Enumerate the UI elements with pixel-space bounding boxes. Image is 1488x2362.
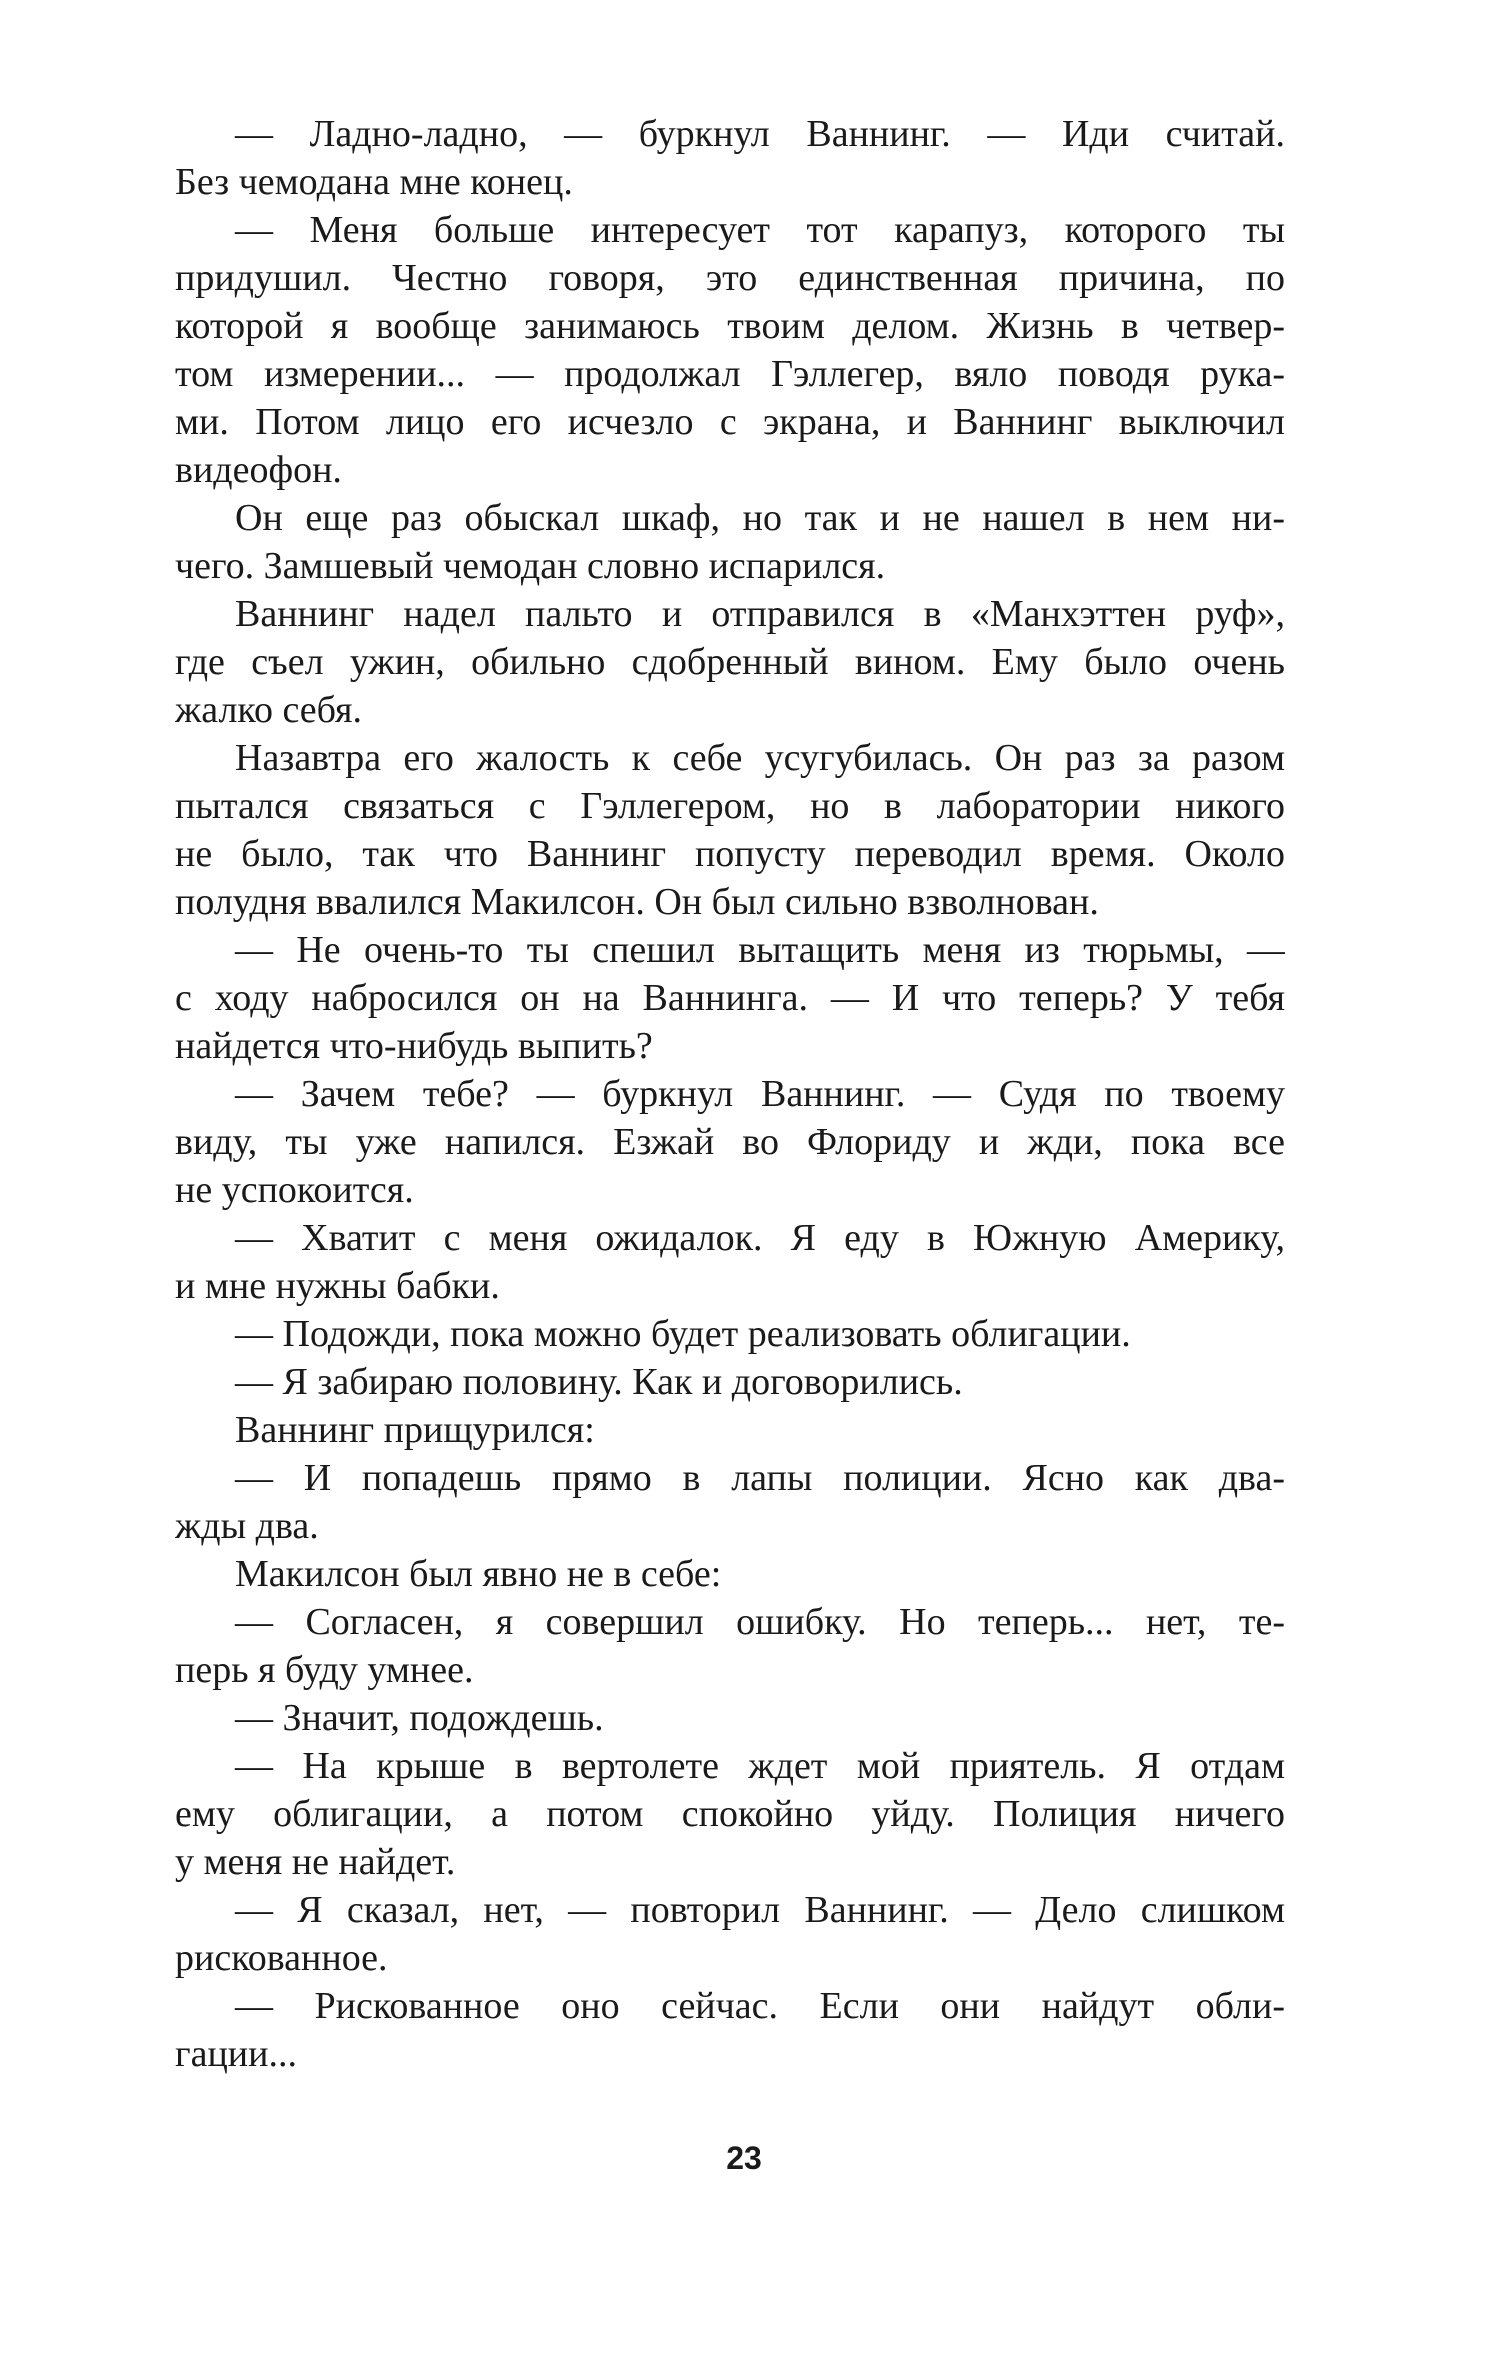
paragraph — [175, 1694, 1285, 1742]
text-line: Он еще раз обыскал шкаф, но так и не нашел в нем ни- — [235, 497, 1285, 539]
text-line: — Я забираю половину. Как и договорились. — [235, 1361, 963, 1403]
text-line: — Ладно-ладно, — буркнул Ваннинг. — Иди считай. — [235, 113, 1285, 155]
text-line: и мне нужны бабки. — [175, 1265, 500, 1307]
paragraph — [175, 1598, 1285, 1694]
text-line: — Не очень-то ты спешил вытащить меня из тюрьмы, — — [235, 929, 1285, 971]
paragraph — [175, 494, 1285, 590]
text-line: не было, так что Ваннинг попусту переводил время. Около — [175, 833, 1285, 875]
text-line: Ваннинг прищурился: — [235, 1409, 595, 1451]
paragraph — [175, 1742, 1285, 1886]
text-line: жалко себя. — [175, 689, 363, 731]
text-line: Назавтра его жалость к себе усугубилась. Он раз за разом — [235, 737, 1285, 779]
text-line: полудня ввалился Макилсон. Он был сильно взволнован. — [175, 881, 1099, 923]
text-line: — На крыше в вертолете ждет мой приятель. Я отдам — [235, 1745, 1285, 1787]
text-line: — Меня больше интересует тот карапуз, которого ты — [235, 209, 1285, 251]
paragraph — [175, 1982, 1285, 2078]
text-line: придушил. Честно говоря, это единственная причина, по — [175, 257, 1285, 299]
paragraph — [175, 1550, 1285, 1598]
text-line: перь я буду умнее. — [175, 1649, 474, 1691]
text-line: у меня не найдет. — [175, 1841, 456, 1883]
paragraph — [175, 1358, 1285, 1406]
text-line: где съел ужин, обильно сдобренный вином. Ему было очень — [175, 641, 1285, 683]
paragraph — [175, 926, 1285, 1070]
text-line: пытался связаться с Гэллегером, но в лаборатории никого — [175, 785, 1285, 827]
paragraph — [175, 734, 1285, 926]
text-line: рискованное. — [175, 1937, 388, 1979]
text-line: чего. Замшевый чемодан словно испарился. — [175, 545, 886, 587]
text-line: — Согласен, я совершил ошибку. Но теперь... нет, те- — [235, 1601, 1285, 1643]
text-line: которой я вообще занимаюсь твоим делом. Жизнь в четвер- — [175, 305, 1285, 347]
paragraph — [175, 590, 1285, 734]
page-number: 23 — [726, 2140, 762, 2176]
text-line: том измерении... — продолжал Гэллегер, вяло поводя рука- — [175, 353, 1285, 395]
paragraph — [175, 1214, 1285, 1310]
text-line: виду, ты уже напился. Езжай во Флориду и жди, пока все — [175, 1121, 1285, 1163]
text-line: — Подожди, пока можно будет реализовать облигации. — [235, 1313, 1131, 1355]
text-line: найдется что-нибудь выпить? — [175, 1025, 653, 1067]
text-line: Макилсон был явно не в себе: — [235, 1553, 722, 1595]
text-line: — Рискованное оно сейчас. Если они найдут обли- — [235, 1985, 1285, 2027]
text-line: ми. Потом лицо его исчезло с экрана, и Ваннинг выключил — [175, 401, 1285, 443]
paragraph — [175, 1310, 1285, 1358]
paragraph — [175, 206, 1285, 494]
text-line: — Хватит с меня ожидалок. Я еду в Южную Америку, — [235, 1217, 1285, 1259]
body-text — [175, 110, 1285, 2078]
text-line: — Значит, подождешь. — [235, 1697, 604, 1739]
text-line: — И попадешь прямо в лапы полиции. Ясно как два- — [235, 1457, 1285, 1499]
paragraph — [175, 1886, 1285, 1982]
paragraph — [175, 110, 1285, 206]
text-line: с ходу набросился он на Ваннинга. — И что теперь? У тебя — [175, 977, 1285, 1019]
text-line: — Зачем тебе? — буркнул Ваннинг. — Судя по твоему — [235, 1073, 1285, 1115]
text-line: жды два. — [175, 1505, 319, 1547]
paragraph — [175, 1070, 1285, 1214]
paragraph — [175, 1454, 1285, 1550]
text-line: видеофон. — [175, 449, 342, 491]
text-line: не успокоится. — [175, 1169, 414, 1211]
text-line: — Я сказал, нет, — повторил Ваннинг. — Дело слишком — [235, 1889, 1285, 1931]
text-line: гации... — [175, 2033, 297, 2075]
text-line: Без чемодана мне конец. — [175, 161, 573, 203]
text-line: ему облигации, а потом спокойно уйду. Полиция ничего — [175, 1793, 1285, 1835]
paragraph — [175, 1406, 1285, 1454]
text-line: Ваннинг надел пальто и отправился в «Манхэттен руф», — [235, 593, 1285, 635]
